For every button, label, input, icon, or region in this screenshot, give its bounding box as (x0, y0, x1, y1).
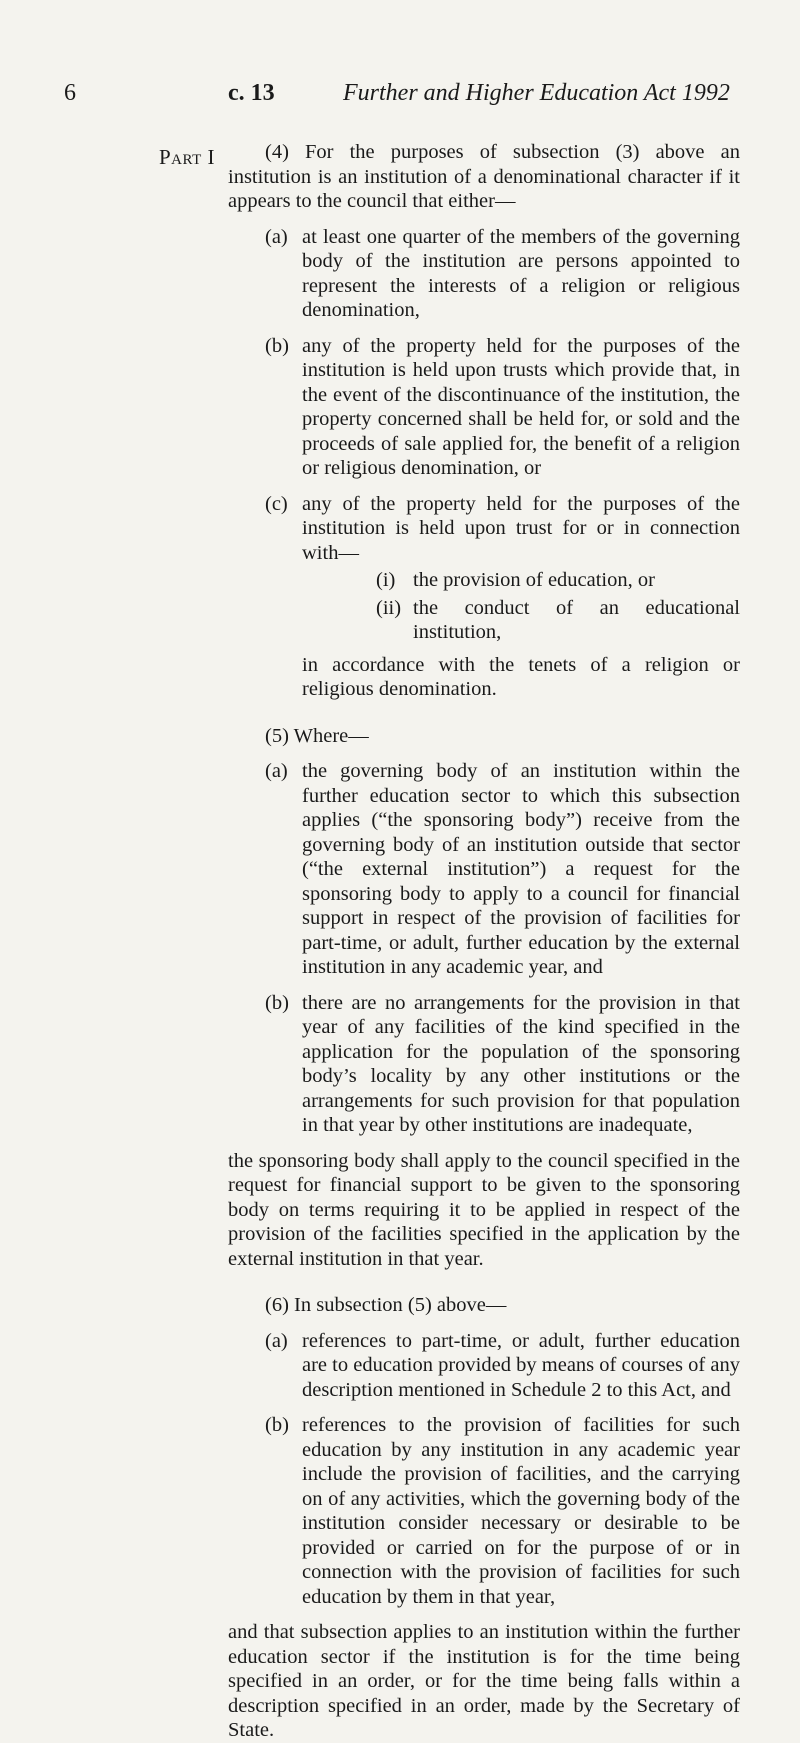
item-label: (c) (265, 492, 288, 515)
subsection-6-tail: and that subsection applies to an institution within the further education sector if the institution is for the time being specified in an order, or for the time being falls within a description specified in an order, made by the Secretary of State. (228, 1621, 740, 1741)
subsection-4-intro: (4) For the purposes of subsection (3) above an institution is an institution of a denominational character if it appears to the council that either— (228, 141, 740, 212)
subsection-6-item-b (228, 1413, 740, 1609)
item-label: (a) (265, 760, 288, 782)
item-text: any of the property held for the purposes of the institution is held upon trust for or in connection with— (302, 492, 740, 564)
item-text: any of the property held for the purposes of the institution is held upon trusts which provide that, in the event of the discontinuance of the institution, the property concerned shall be held for, or sold and the proceeds of sale applied for, the benefit of a religion or religious denomination, or (302, 334, 740, 479)
subsection-5-tail: the sponsoring body shall apply to the council specified in the request for financial support to be given to the sponsoring body on terms requiring it to be applied in respect of the provision of the facilities specified in the application by the external institution in that year. (228, 1149, 740, 1270)
document-body (228, 140, 740, 1743)
item-text: references to part-time, or adult, further education are to education provided by means of courses of any description mentioned in Schedule 2 to this Act, and (302, 1329, 740, 1401)
item-label: (b) (265, 334, 289, 357)
subsection-4-item-c (228, 492, 740, 702)
sub-item-text: the provision of education, or (413, 569, 655, 591)
part-label: Part I (159, 145, 216, 169)
item-text: at least one quarter of the members of the governing body of the institution are persons appointed to represent the interests of a religion or religious denomination, (302, 225, 740, 321)
item-text: there are no arrangements for the provision in that year of any facilities of the kind specified in the application for the population of the sponsoring body’s locality by any other institutions or the arrangements for such provision for that population in that year by other institutions are inadequate, (302, 991, 740, 1136)
subsection-4-item-a (228, 225, 740, 323)
sub-item-text: the conduct of an educational institution, (413, 596, 740, 643)
subsection-5-item-a (228, 759, 740, 980)
subsection-4-item-b (228, 334, 740, 481)
item-text: references to the provision of facilities for such education by any institution in any academic year include the provision of facilities, and the carrying on of any activities, which the governing body of the institution consider necessary or desirable to be provided or carried on for the purpose of or in connection with the provision of facilities for such education by them in that year, (302, 1414, 740, 1608)
subsection-5-item-b (228, 991, 740, 1138)
subsection-4-item-c-ii (302, 596, 740, 645)
item-label: (a) (265, 225, 288, 248)
subsection-5-intro: (5) Where— (265, 724, 369, 747)
subsection-6-item-a (228, 1329, 740, 1403)
item-body (302, 492, 740, 702)
item-text: the governing body of an institution within the further education sector to which this subsection applies (“the sponsoring body”) receive from the governing body of an institution outside that sector (“the external institution”) a request for the sponsoring body to apply to a council for financial support in respect of the provision of facilities for part-time, or adult, further education by the external institution in any academic year, and (302, 760, 740, 978)
subsection-6-intro: (6) In subsection (5) above— (265, 1294, 507, 1316)
chapter-number: c. 13 (228, 80, 275, 106)
page-number: 6 (64, 80, 76, 106)
item-label: (b) (265, 991, 289, 1014)
sub-item-label: (i) (376, 569, 396, 591)
item-label: (b) (265, 1414, 289, 1436)
sub-item-label: (ii) (376, 596, 402, 619)
act-title: Further and Higher Education Act 1992 (343, 80, 730, 106)
item-label: (a) (265, 1329, 288, 1352)
subsection-4-item-c-i (302, 568, 740, 593)
item-continuation: in accordance with the tenets of a religion or religious denomination. (302, 653, 740, 700)
